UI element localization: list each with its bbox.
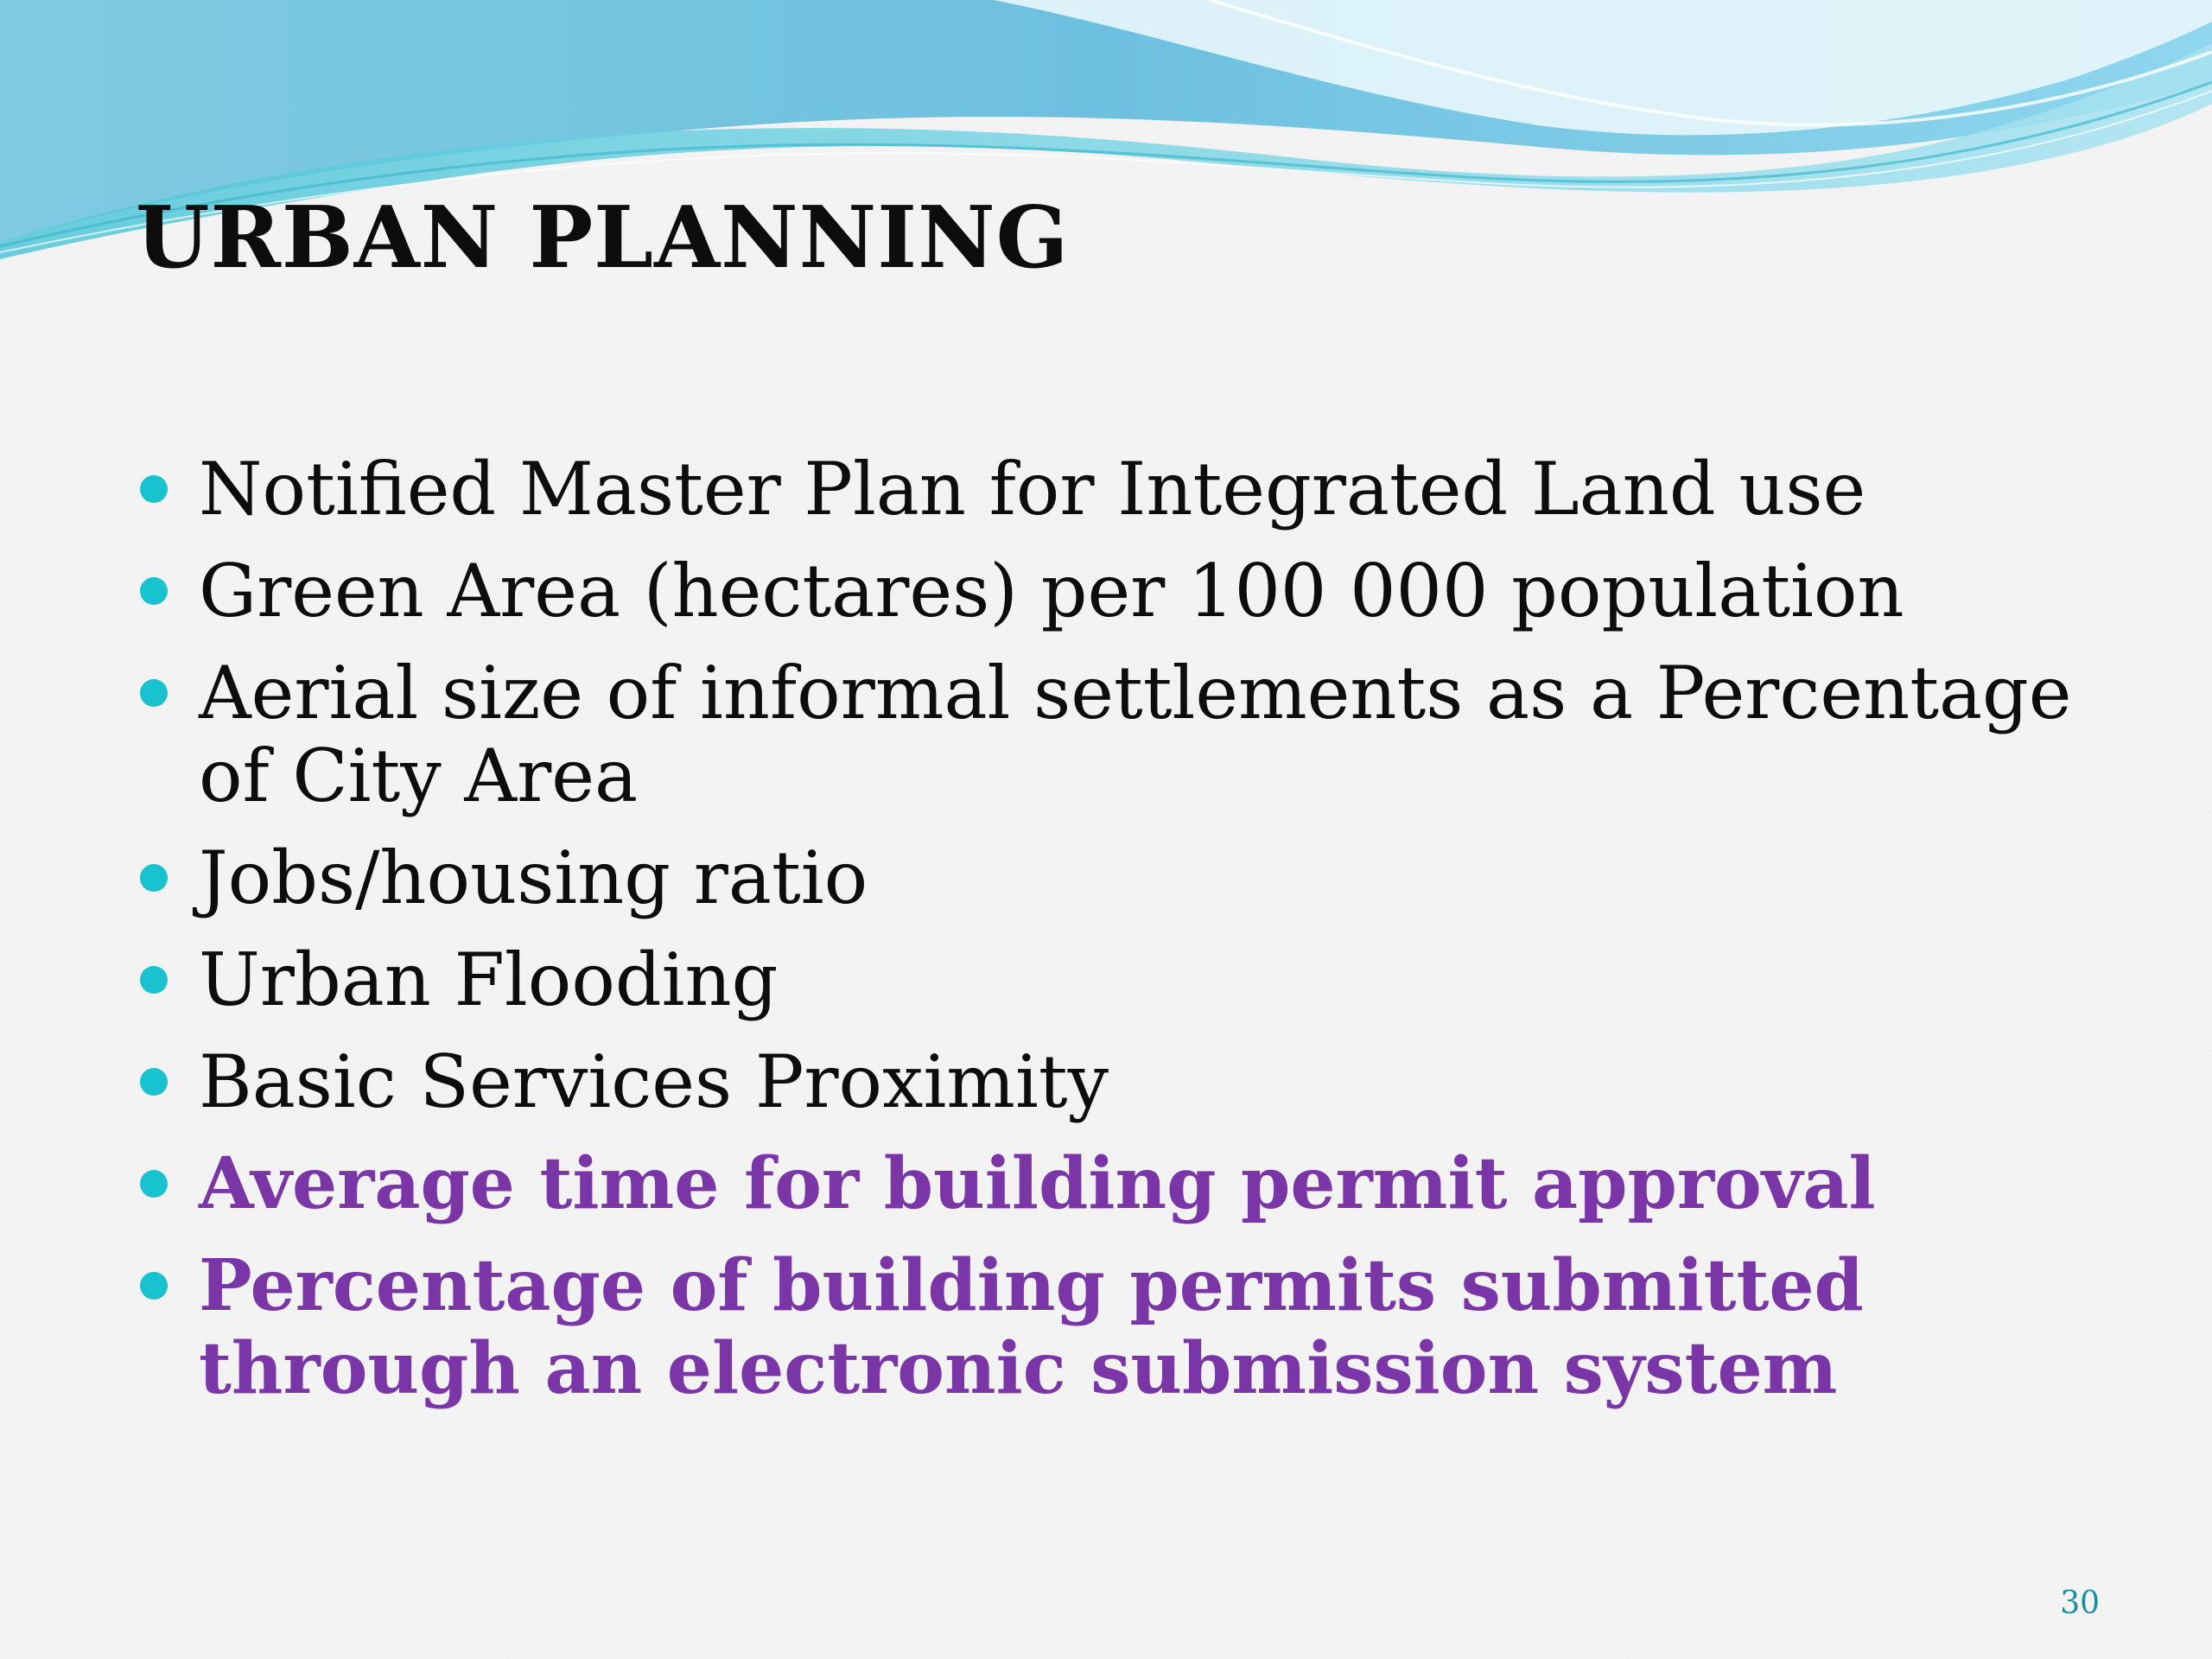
- bullet-dot-icon: [140, 1068, 168, 1096]
- slide-title: URBAN PLANNING: [136, 188, 1070, 288]
- bullet-dot-icon: [140, 1272, 168, 1300]
- bullet-item: [138, 448, 2108, 531]
- bullet-text: Green Area (hectares) per 100 000 population: [199, 549, 1904, 633]
- bullet-item: [138, 652, 2108, 817]
- bullet-list: [138, 448, 2108, 1429]
- bullet-item: [138, 836, 2108, 919]
- page-number: 30: [2060, 1586, 2100, 1621]
- bullet-item: [138, 938, 2108, 1021]
- bullet-dot-icon: [140, 1170, 168, 1198]
- bullet-dot-icon: [140, 577, 168, 605]
- bullet-text: Average time for building permit approval: [199, 1142, 1876, 1225]
- bullet-dot-icon: [140, 475, 168, 503]
- bullet-item-highlighted: [138, 1244, 2108, 1410]
- bullet-dot-icon: [140, 864, 168, 892]
- bullet-text: Notified Master Plan for Integrated Land use: [199, 447, 1866, 531]
- bullet-item-highlighted: [138, 1142, 2108, 1225]
- bullet-text: Percentage of building permits submitted through an electronic submission system: [199, 1244, 1864, 1410]
- bullet-text: Aerial size of informal settlements as a Percentage of City Area: [199, 651, 2072, 818]
- bullet-item: [138, 1040, 2108, 1123]
- bullet-dot-icon: [140, 679, 168, 707]
- bullet-dot-icon: [140, 966, 168, 994]
- bullet-text: Basic Services Proximity: [199, 1039, 1109, 1124]
- bullet-item: [138, 550, 2108, 632]
- bullet-text: Urban Flooding: [199, 938, 779, 1022]
- bullet-text: Jobs/housing ratio: [199, 836, 868, 920]
